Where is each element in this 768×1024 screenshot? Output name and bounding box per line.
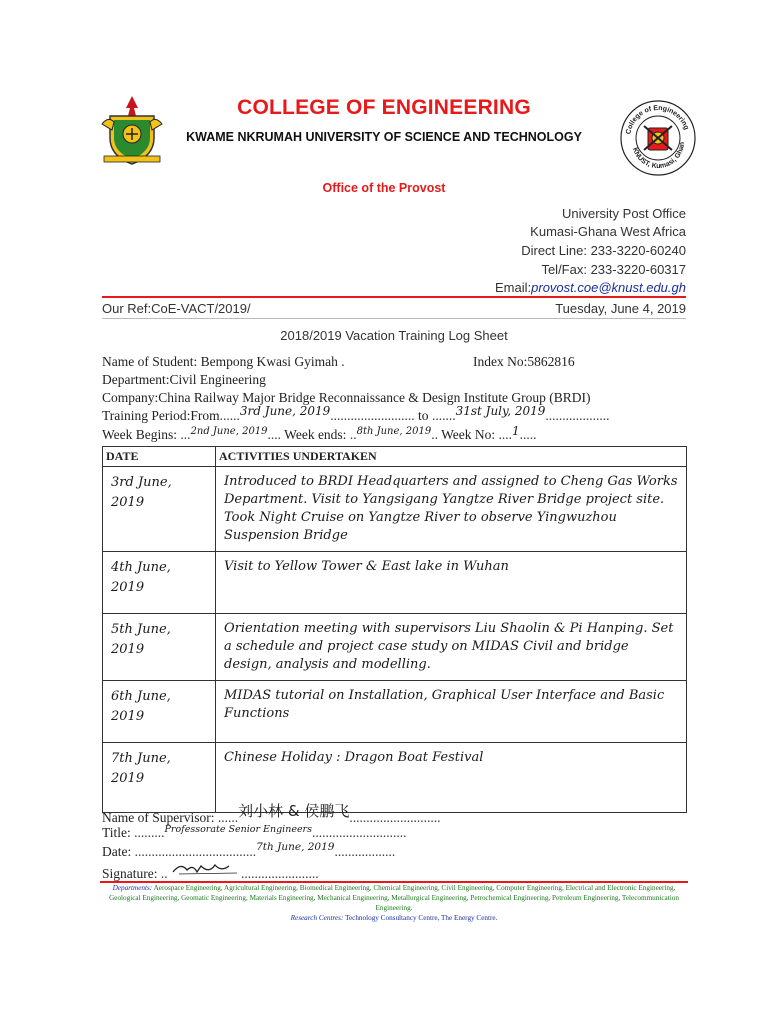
date-header: DATE (103, 447, 216, 467)
letter-date: Tuesday, June 4, 2019 (555, 301, 686, 316)
supervisor-date: 7th June, 2019 (256, 841, 335, 853)
table-row (103, 743, 687, 813)
research-list: Technology Consultancy Centre, The Energy Centre. (345, 914, 498, 922)
supervisor-title-line: Title: .........$^{Professorate Senior Engineers}$............................ (102, 824, 407, 840)
row-activity: Orientation meeting with supervisors Liu Shaolin & Pi Hanping. Set a schedule and project case study on MIDAS Civil and bridge design, analysis and modelling. (216, 614, 687, 681)
training-period: Training Period:From......3rd June, 2019......................... to .......31st July, 2019................... (102, 404, 610, 423)
week-info: Week Begins: ...$^{2nd June, 2019}$.... Week ends: ..$^{8th June, 2019}$.. Week No: ....1..... (102, 424, 537, 442)
row-activity: Introduced to BRDI Headquarters and assigned to Cheng Gas Works Department. Visit to Yangsigang Yangtze River Bridge project site. Took Night Cruise on Yangtze River to observe Yingwuzhou Suspension Bridge (216, 467, 687, 552)
activities-header: ACTIVITIES UNDERTAKEN (216, 447, 687, 467)
supervisor-date-label: Date: (102, 844, 132, 859)
supervisor-name-label: Name of Supervisor: (102, 810, 215, 825)
research-label: Research Centres (290, 914, 341, 922)
week-ends-label: Week ends: (284, 427, 347, 442)
period-label: Training Period:From (102, 408, 220, 423)
table-row (103, 614, 687, 681)
row-date: 4th June, 2019 (103, 552, 216, 614)
ref-divider (102, 318, 686, 319)
university-name: KWAME NKRUMAH UNIVERSITY OF SCIENCE AND TECHNOLOGY (186, 130, 582, 144)
supervisor-name: 刘小林 & 侯鹏飞 (238, 802, 350, 820)
row-activity: MIDAS tutorial on Installation, Graphical User Interface and Basic Functions (216, 681, 687, 743)
row-date: 6th June, 2019 (103, 681, 216, 743)
index-number: Index No:5862816 (473, 354, 575, 369)
college-seal-logo (618, 98, 698, 178)
to-label: to (418, 408, 429, 423)
row-activity: Chinese Holiday : Dragon Boat Festival (216, 743, 687, 813)
table-row (103, 681, 687, 743)
week-no-label: Week No: (441, 427, 496, 442)
email-link[interactable]: provost.coe@knust.edu.gh (531, 280, 686, 295)
row-activity: Visit to Yellow Tower & East lake in Wuhan (216, 552, 687, 614)
row-date: 5th June, 2019 (103, 614, 216, 681)
email-label: Email: (495, 280, 532, 295)
row-date: 3rd June, 2019 (103, 467, 216, 552)
log-sheet-title: 2018/2019 Vacation Training Log Sheet (280, 328, 508, 343)
period-to: 31st July, 2019 (455, 404, 546, 418)
table-header-row (103, 447, 687, 467)
week-begins: 2nd June, 2019 (190, 426, 268, 437)
supervisor-title-label: Title: (102, 825, 131, 840)
footer-departments: Departments: Aerospace Engineering, Agricultural Engineering, Biomedical Engineering, Chemical Engineering, Civil Engineering, Computer Engineering, Electrical and Electronic Engineering, Geological Engineering, Geomatic Engineering, Materials Engineering, Mechanical Engineering, Metallurgical Engineering, Petrochemical Engineering, Petroleum Engineering, Telecommunication Engineering. Research Centres: Technology Consultancy Centre, The Energy Centre. (109, 884, 679, 922)
tel-fax: Tel/Fax: 233-3220-60317 (541, 262, 686, 277)
period-from: 3rd June, 2019 (239, 404, 331, 418)
table-row (103, 552, 687, 614)
departments-list: Aerospace Engineering, Agricultural Engineering, Biomedical Engineering, Chemical Engineering, Civil Engineering, Computer Engineering, Electrical and Electronic Engineering, Geological Engineering, Geomatic Engineering, Materials Engineering, Mechanical Engineering, Metallurgical Engineering, Petrochemical Engineering, Petroleum Engineering, Telecommunication Engineering. (109, 884, 679, 912)
week-begins-label: Week Begins: (102, 427, 178, 442)
company: Company:China Railway Major Bridge Reconnaissance & Design Institute Group (BRDI) (102, 390, 591, 405)
seal-bottom-text: KNUST, Kumasi, Ghan (630, 141, 687, 171)
office-title: Office of the Provost (322, 181, 446, 195)
direct-line: Direct Line: 233-3220-60240 (521, 243, 686, 258)
our-ref: Our Ref:CoE-VACT/2019/ (102, 301, 251, 316)
address-line-1: University Post Office (561, 206, 686, 221)
signature-line: Signature: .. ....................... (102, 862, 319, 882)
email-line (495, 280, 686, 295)
seal-top-text: College of Engineering (625, 104, 690, 135)
address-line-2: Kumasi-Ghana West Africa (530, 224, 686, 239)
row-date: 7th June, 2019 (103, 743, 216, 813)
student-name: Name of Student: Bempong Kwasi Gyimah . (102, 354, 345, 369)
department: Department:Civil Engineering (102, 372, 266, 387)
college-title: COLLEGE OF ENGINEERING (237, 96, 531, 119)
supervisor-name-line: Name of Supervisor: ......刘小林 & 侯鹏飞........................... (102, 802, 441, 825)
header-divider (102, 296, 686, 298)
table-row (103, 467, 687, 552)
activity-log-table (102, 446, 687, 813)
supervisor-date-line: Date: ....................................$^{7th June, 2019}$.................. (102, 841, 396, 859)
week-no: 1 (512, 424, 520, 438)
supervisor-title: Professorate Senior Engineers (164, 824, 312, 835)
week-ends: 8th June, 2019 (356, 426, 432, 437)
signature-label: Signature: (102, 866, 158, 881)
departments-label: Departments (112, 884, 150, 892)
handwritten-signature (171, 860, 241, 876)
